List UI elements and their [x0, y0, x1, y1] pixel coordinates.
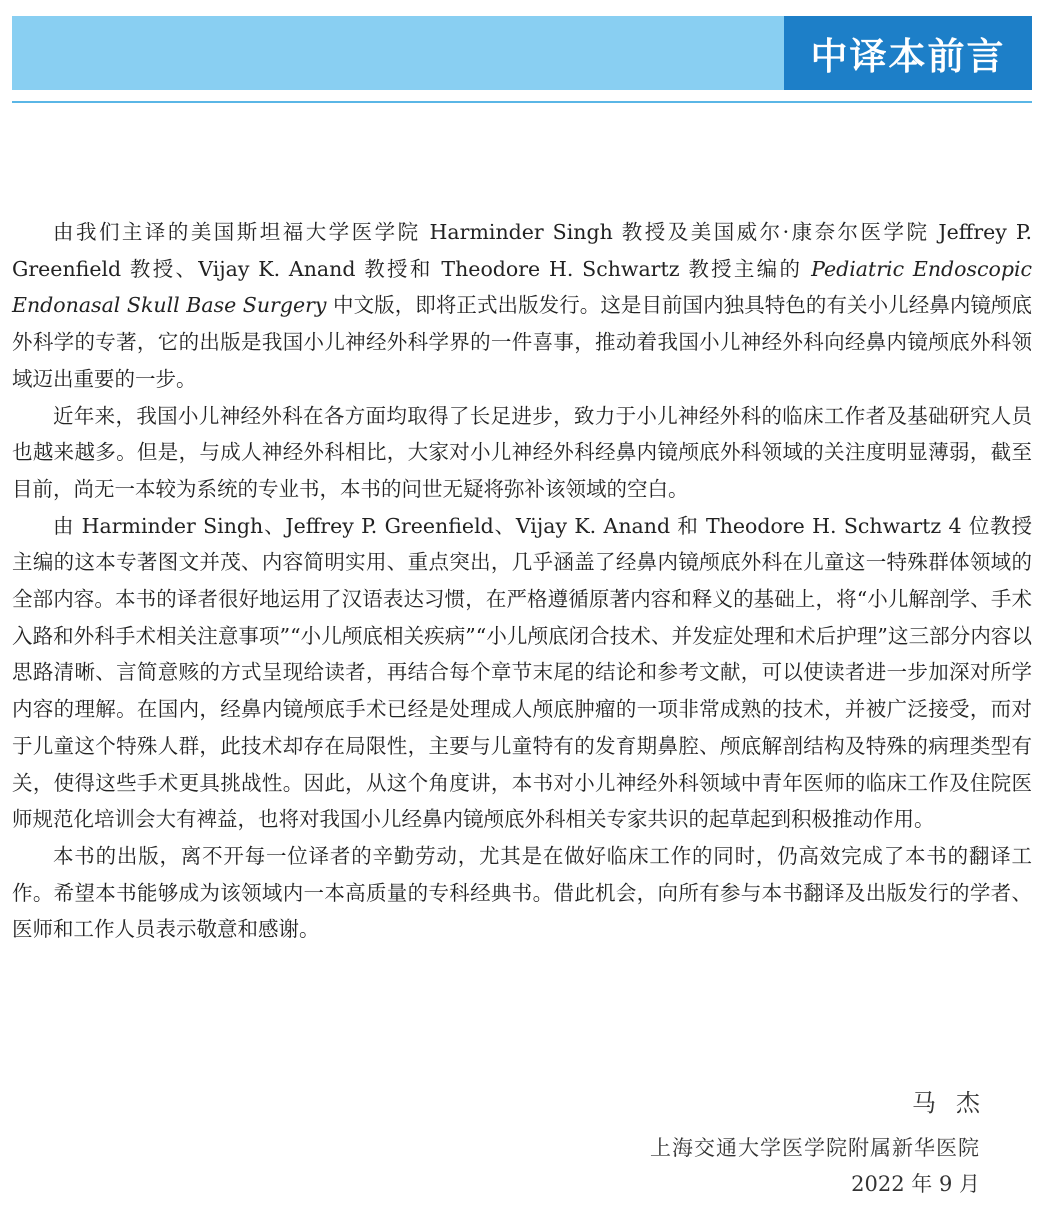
paragraph-1-after: 中文版，即将正式出版发行。这是目前国内独具特色的有关小儿经鼻内镜颅底外科学的专著，它的出版是我国小儿神经外科学界的一件喜事，推动着我国小儿神经外科向经鼻内镜颅底外科领域迈出重要的一步。 — [12, 293, 1032, 391]
paragraph-3: 由 Harminder Singh、Jeffrey P. Greenfield、Vijay K. Anand 和 Theodore H. Schwartz 4 位教授主编的这本专著图文并茂、内容简明实用、重点突出，几乎涵盖了经鼻内镜颅底外科在儿童这一特殊群体领域的全部内容。本书的译者很好地运用了汉语表达习惯，在严格遵循原著内容和释义的基础上，将“小儿解剖学、手术入路和外科手术相关注意事项”“小儿颅底相关疾病”“小儿颅底闭合技术、并发症处理和术后护理”这三部分内容以思路清晰、言简意赅的方式呈现给读者，再结合每个章节末尾的结论和参考文献，可以使读者进一步加深对所学内容的理解。在国内，经鼻内镜颅底手术已经是处理成人颅底肿瘤的一项非常成熟的技术，并被广泛接受，而对于儿童这个特殊人群，此技术却存在局限性，主要与儿童特有的发育期鼻腔、颅底解剖结构及特殊的病理类型有关，使得这些手术更具挑战性。因此，从这个角度讲，本书对小儿神经外科领域中青年医师的临床工作及住院医师规范化培训会大有裨益，也将对我国小儿经鼻内镜颅底外科相关专家共识的起草起到积极推动作用。 — [12, 513, 1032, 832]
paragraph-1 — [12, 214, 1032, 398]
book-title-italic: Pediatric Endoscopic Endonasal Skull Base Surgery — [12, 256, 1033, 318]
paragraph-1-before: 由我们主译的美国斯坦福大学医学院 Harminder Singh 教授及美国威尔·康奈尔医学院 Jeffrey P. Greenfield 教授、Vijay K. Anand 教授和 Theodore H. Schwartz 教授主编的 — [12, 220, 1032, 281]
paragraph-2: 近年来，我国小儿神经外科在各方面均取得了长足进步，致力于小儿神经外科的临床工作者及基础研究人员也越来越多。但是，与成人神经外科相比，大家对小儿神经外科经鼻内镜颅底外科领域的关注度明显薄弱，截至目前，尚无一本较为系统的专业书，本书的问世无疑将弥补该领域的空白。 — [12, 403, 1032, 501]
preface-body — [12, 214, 1032, 948]
signature-organization: 上海交通大学医学院附属新华医院 — [650, 1136, 980, 1160]
paragraph-4: 本书的出版，离不开每一位译者的辛勤劳动，尤其是在做好临床工作的同时，仍高效完成了本书的翻译工作。希望本书能够成为该领域内一本高质量的专科经典书。借此机会，向所有参与本书翻译及出版发行的学者、医师和工作人员表示敬意和感谢。 — [12, 843, 1032, 942]
signature-block — [650, 1082, 1000, 1202]
signature-name: 马杰 — [912, 1089, 1000, 1117]
signature-date: 2022 年 9 月 — [851, 1172, 980, 1196]
page-title: 中译本前言 — [810, 35, 1006, 78]
header-title-box — [784, 16, 1032, 90]
header-divider — [12, 101, 1032, 103]
header-band — [12, 16, 1032, 90]
